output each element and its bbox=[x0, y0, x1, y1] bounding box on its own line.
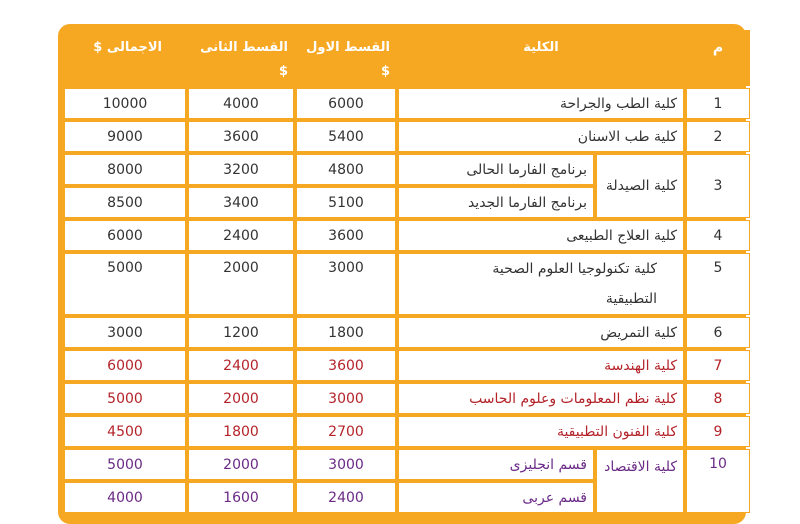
header-second-installment: القسط الثانى $ bbox=[188, 30, 294, 86]
row-number: 2 bbox=[686, 121, 750, 152]
faculty-name: كلية تكنولوجيا العلوم الصحية التطبيقية bbox=[398, 253, 684, 315]
table-row bbox=[64, 383, 750, 414]
row-number: 6 bbox=[686, 317, 750, 348]
faculty-name: كلية التمريض bbox=[398, 317, 684, 348]
first-installment: 5100 bbox=[296, 187, 396, 218]
total: 5000 bbox=[64, 449, 186, 480]
total: 4000 bbox=[64, 482, 186, 513]
table-row bbox=[64, 317, 750, 348]
header-row bbox=[64, 30, 750, 86]
second-installment: 2400 bbox=[188, 350, 294, 381]
header-total: الاجمالى $ bbox=[64, 30, 186, 86]
row-number: 8 bbox=[686, 383, 750, 414]
total: 3000 bbox=[64, 317, 186, 348]
table-row bbox=[64, 416, 750, 447]
total: 8000 bbox=[64, 154, 186, 185]
first-installment: 1800 bbox=[296, 317, 396, 348]
total: 5000 bbox=[64, 383, 186, 414]
first-installment: 3000 bbox=[296, 253, 396, 315]
total: 9000 bbox=[64, 121, 186, 152]
table-row bbox=[64, 449, 750, 480]
total: 6000 bbox=[64, 350, 186, 381]
first-installment: 4800 bbox=[296, 154, 396, 185]
header-first-installment: القسط الاول $ bbox=[296, 30, 396, 86]
first-installment: 2700 bbox=[296, 416, 396, 447]
second-installment: 3400 bbox=[188, 187, 294, 218]
faculty-name: كلية الهندسة bbox=[398, 350, 684, 381]
faculty-name: كلية نظم المعلومات وعلوم الحاسب bbox=[398, 383, 684, 414]
faculty-group-name: كلية الاقتصاد bbox=[596, 449, 684, 513]
row-number: 9 bbox=[686, 416, 750, 447]
first-installment: 6000 bbox=[296, 88, 396, 119]
header-faculty: الكلية bbox=[398, 30, 684, 86]
first-installment: 3000 bbox=[296, 383, 396, 414]
first-installment: 3600 bbox=[296, 350, 396, 381]
total: 5000 bbox=[64, 253, 186, 315]
second-installment: 1600 bbox=[188, 482, 294, 513]
second-installment: 2000 bbox=[188, 449, 294, 480]
second-installment: 2000 bbox=[188, 253, 294, 315]
faculty-name: كلية طب الاسنان bbox=[398, 121, 684, 152]
total: 6000 bbox=[64, 220, 186, 251]
second-installment: 3600 bbox=[188, 121, 294, 152]
first-installment: 3600 bbox=[296, 220, 396, 251]
faculty-name: كلية الفنون التطبيقية bbox=[398, 416, 684, 447]
row-number: 10 bbox=[686, 449, 750, 513]
table-row bbox=[64, 88, 750, 119]
total: 10000 bbox=[64, 88, 186, 119]
table-row bbox=[64, 121, 750, 152]
header-no: م bbox=[686, 30, 750, 86]
second-installment: 1800 bbox=[188, 416, 294, 447]
row-number: 1 bbox=[686, 88, 750, 119]
total: 8500 bbox=[64, 187, 186, 218]
program-name: برنامج الفارما الجديد bbox=[398, 187, 594, 218]
row-number: 3 bbox=[686, 154, 750, 218]
total: 4500 bbox=[64, 416, 186, 447]
row-number: 7 bbox=[686, 350, 750, 381]
program-name: برنامج الفارما الحالى bbox=[398, 154, 594, 185]
first-installment: 2400 bbox=[296, 482, 396, 513]
program-name: قسم عربى bbox=[398, 482, 594, 513]
table-row bbox=[64, 350, 750, 381]
faculty-group-name: كلية الصيدلة bbox=[596, 154, 684, 218]
table-row bbox=[64, 253, 750, 315]
faculty-name: كلية العلاج الطبيعى bbox=[398, 220, 684, 251]
table-row bbox=[64, 154, 750, 185]
second-installment: 2000 bbox=[188, 383, 294, 414]
row-number: 4 bbox=[686, 220, 750, 251]
first-installment: 3000 bbox=[296, 449, 396, 480]
first-installment: 5400 bbox=[296, 121, 396, 152]
fees-table bbox=[62, 28, 752, 515]
row-number: 5 bbox=[686, 253, 750, 315]
faculty-name: كلية الطب والجراحة bbox=[398, 88, 684, 119]
second-installment: 1200 bbox=[188, 317, 294, 348]
table-row bbox=[64, 220, 750, 251]
second-installment: 2400 bbox=[188, 220, 294, 251]
program-name: قسم انجليزى bbox=[398, 449, 594, 480]
second-installment: 4000 bbox=[188, 88, 294, 119]
second-installment: 3200 bbox=[188, 154, 294, 185]
